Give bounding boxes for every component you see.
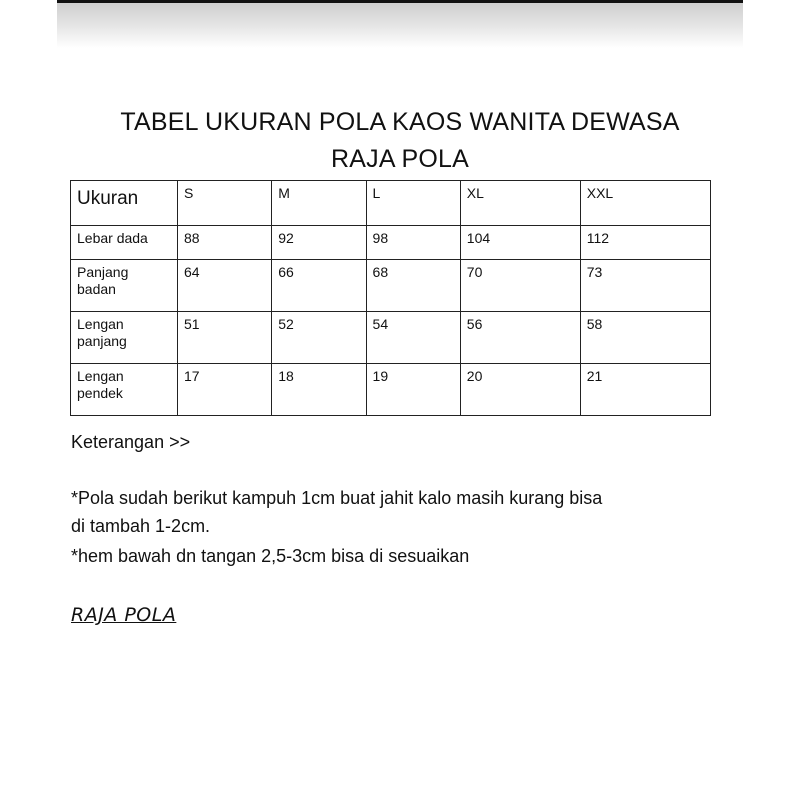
row-label: Panjang badan [71, 260, 178, 312]
note-1-line-1: *Pola sudah berikut kampuh 1cm buat jahit kalo masih kurang bisa [71, 488, 603, 508]
header-cell: L [366, 181, 460, 226]
table-cell: 92 [272, 226, 366, 260]
table-cell: 70 [460, 260, 580, 312]
note-1-line-2: di tambah 1-2cm. [71, 516, 211, 536]
notes-heading: Keterangan >> [71, 432, 191, 452]
row-label: Lebar dada [71, 226, 178, 260]
table-cell: 68 [366, 260, 460, 312]
table-cell: 56 [460, 312, 580, 364]
header-cell: Ukuran [71, 181, 178, 226]
table-cell: 98 [366, 226, 460, 260]
table-row [71, 312, 711, 364]
header-cell: XL [460, 181, 580, 226]
header-cell: M [272, 181, 366, 226]
table-header-row [71, 181, 711, 226]
table-cell: 21 [580, 364, 710, 416]
table-row [71, 226, 711, 260]
size-table [70, 180, 711, 416]
table-cell: 52 [272, 312, 366, 364]
page-title: TABEL UKURAN POLA KAOS WANITA DEWASA [120, 108, 680, 136]
header-cell: XXL [580, 181, 710, 226]
table-cell: 17 [178, 364, 272, 416]
table-cell: 51 [178, 312, 272, 364]
row-label: Lengan pendek [71, 364, 178, 416]
table-row [71, 364, 711, 416]
table-cell: 20 [460, 364, 580, 416]
table-cell: 104 [460, 226, 580, 260]
table-cell: 64 [178, 260, 272, 312]
table-cell: 73 [580, 260, 710, 312]
table-row [71, 260, 711, 312]
table-cell: 19 [366, 364, 460, 416]
table-cell: 18 [272, 364, 366, 416]
top-toolbar-shadow [57, 0, 743, 48]
row-label: Lengan panjang [71, 312, 178, 364]
header-cell: S [178, 181, 272, 226]
table-cell: 88 [178, 226, 272, 260]
table-cell: 112 [580, 226, 710, 260]
table-cell: 58 [580, 312, 710, 364]
brand-signature: RAJA POLA [71, 604, 177, 626]
table-cell: 66 [272, 260, 366, 312]
page-subtitle: RAJA POLA [331, 145, 469, 173]
table-cell: 54 [366, 312, 460, 364]
note-2: *hem bawah dn tangan 2,5-3cm bisa di sesuaikan [71, 546, 470, 566]
